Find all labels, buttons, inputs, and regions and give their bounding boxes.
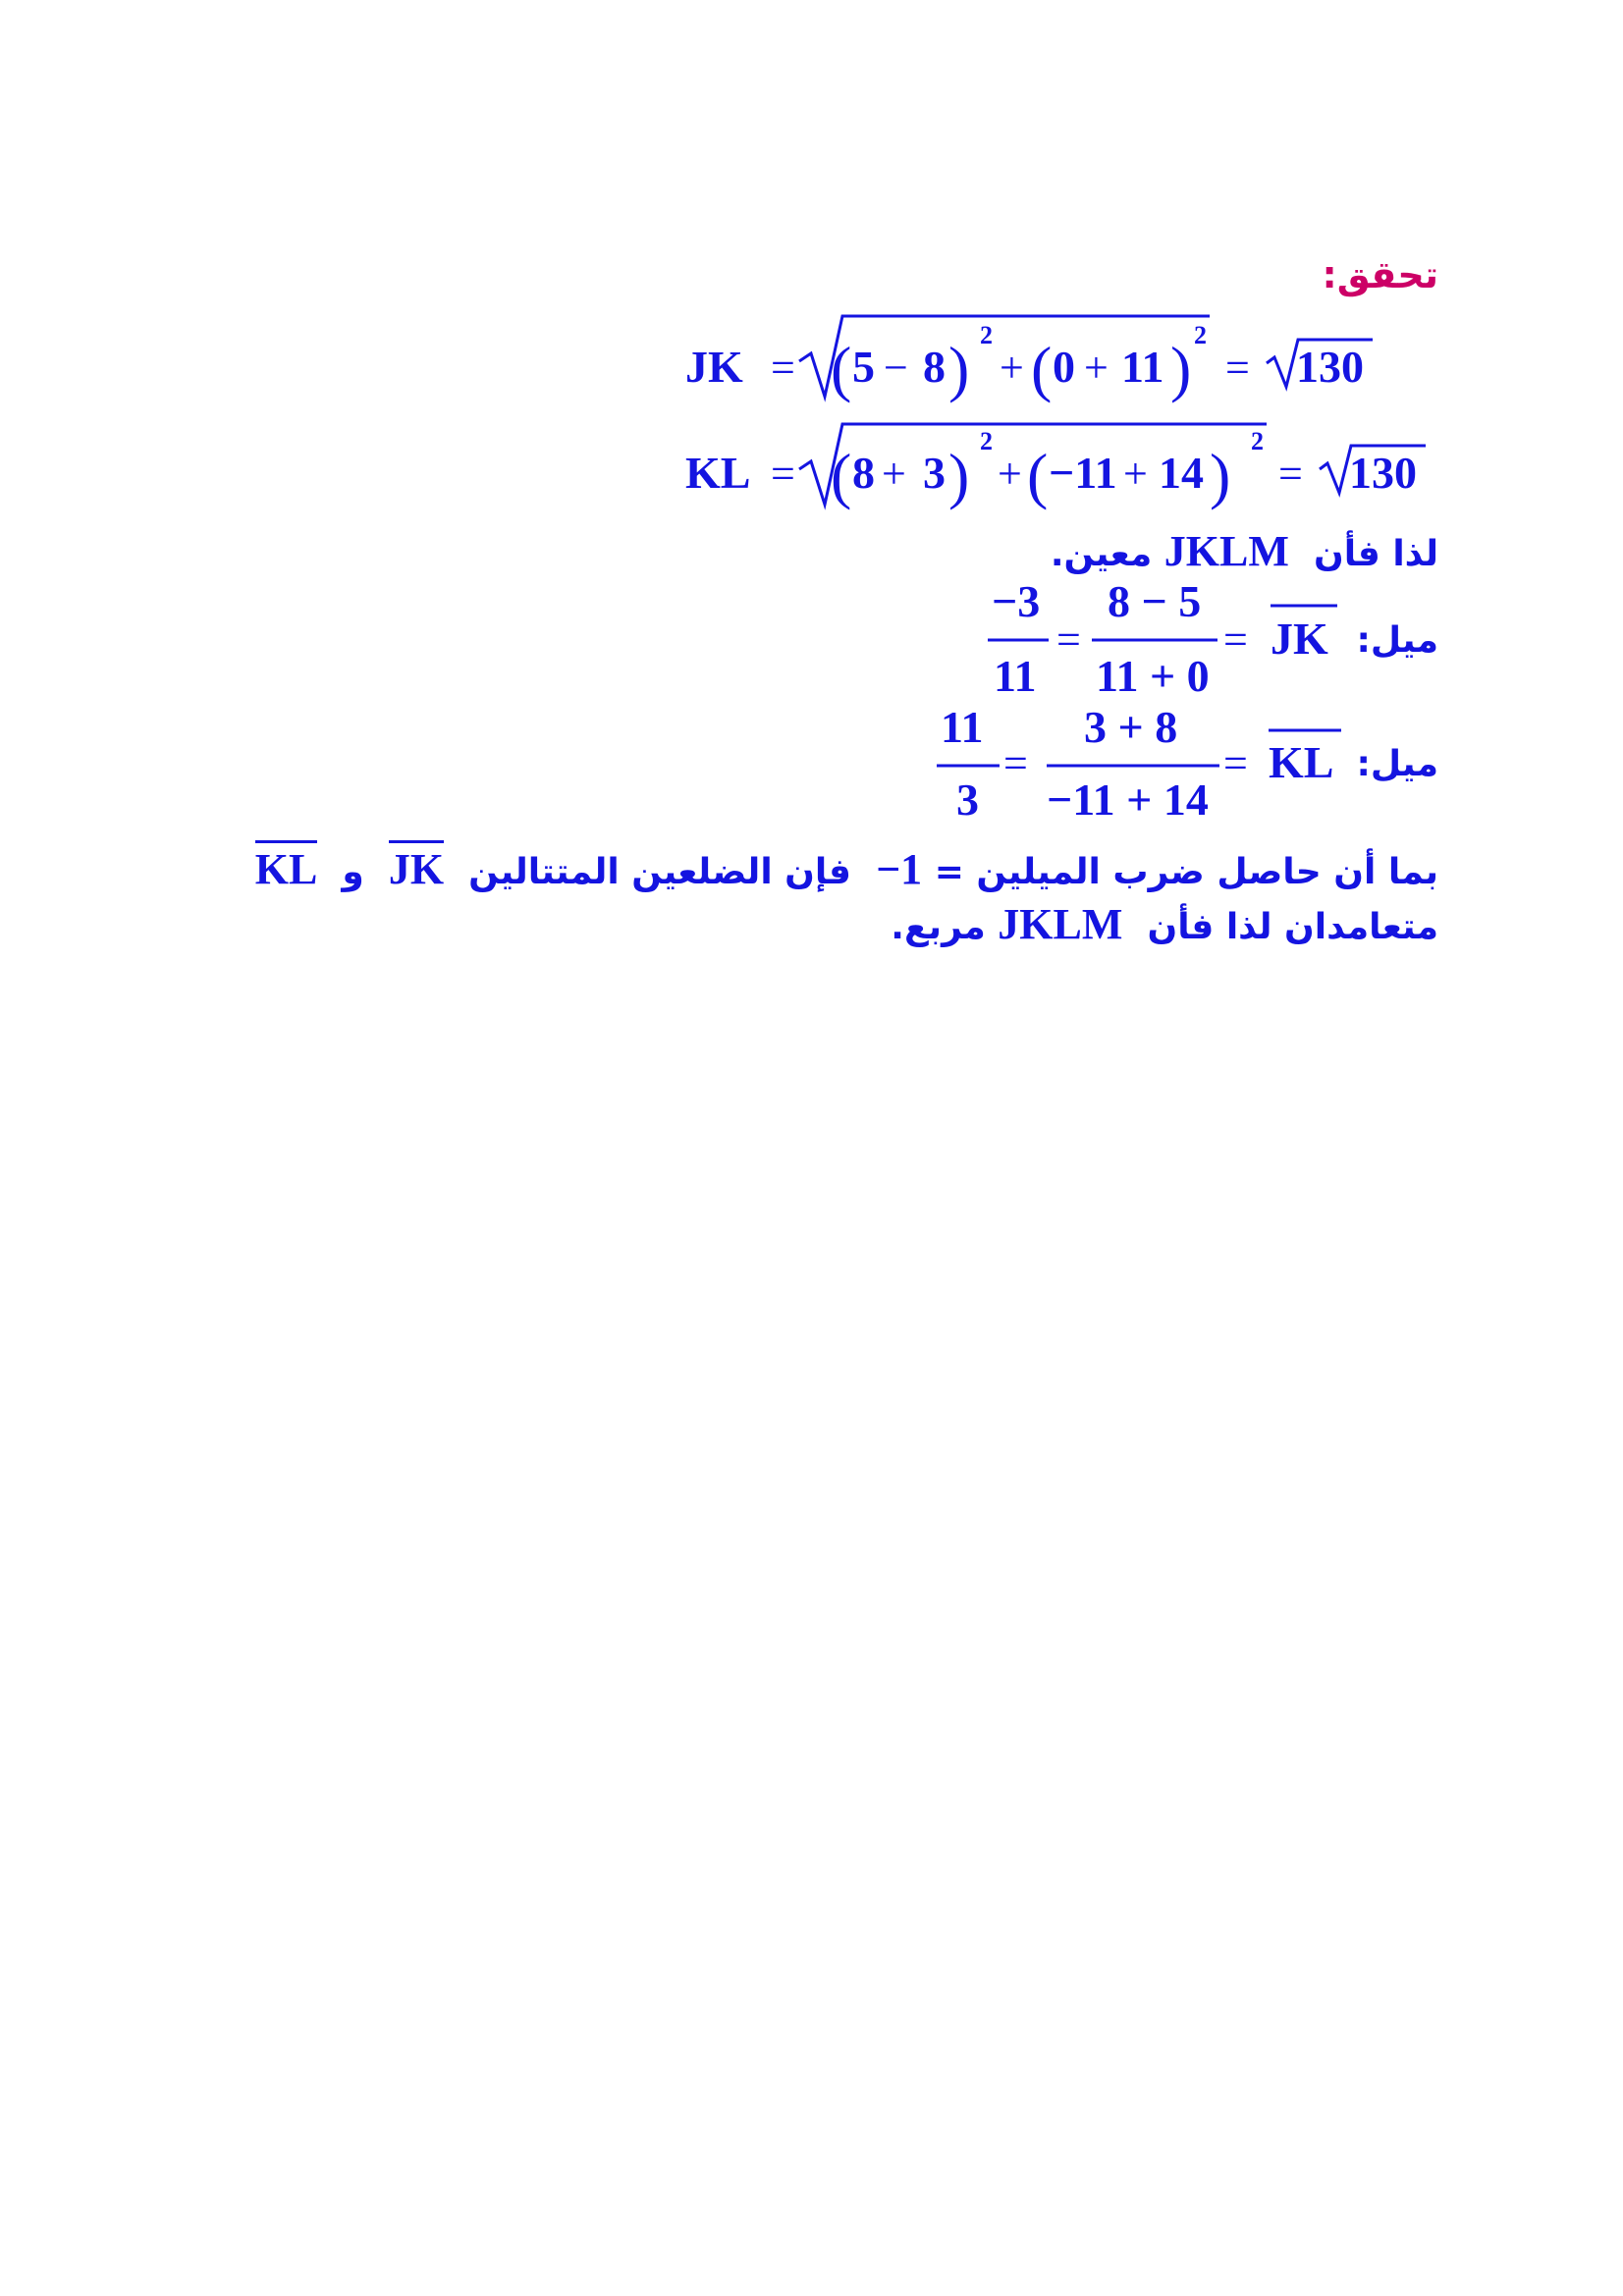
- conclusion-line2-prefix: متعامدان لذا فأن: [1147, 907, 1438, 947]
- eq-jk-equals-2: =: [1225, 344, 1250, 392]
- eq-jk-paren-close-2: ): [1170, 334, 1192, 403]
- conclusion-line2-suffix: مربع.: [891, 907, 986, 947]
- eq-jk-b1: 0: [1053, 342, 1075, 392]
- slope-kl-eq2: =: [1223, 739, 1248, 787]
- eq-kl-paren-open-2: (: [1027, 441, 1049, 510]
- heading: تحقق:: [1322, 253, 1438, 296]
- slope-kl-segment: KL: [1269, 737, 1334, 787]
- conclusion-seg1: JK: [389, 840, 444, 893]
- eq-kl-plus: +: [998, 450, 1022, 498]
- slope-kl-eq1: =: [1003, 739, 1028, 787]
- slope-jk-den2: 11: [994, 651, 1037, 701]
- conclusion-seg2: KL: [255, 840, 318, 893]
- eq-jk-label: JK: [685, 342, 743, 392]
- slope-jk-num1: 8 − 5: [1108, 576, 1202, 626]
- slope-jk-eq1: =: [1056, 615, 1081, 664]
- conclusion-part2: فإن الضلعين المتتالين: [468, 852, 852, 892]
- eq-kl-exp2: 2: [1251, 427, 1264, 455]
- eq-kl-label: KL: [685, 448, 751, 498]
- eq-jk-exp1: 2: [980, 321, 993, 349]
- eq-kl-a2: 3: [923, 448, 946, 498]
- eq-kl-a-op: +: [882, 450, 906, 498]
- slope-jk-num2: −3: [992, 576, 1041, 626]
- conclusion-shape: JKLM: [998, 900, 1123, 948]
- rhombus-prefix: لذا فأن: [1313, 534, 1438, 574]
- eq-kl-b2: 14: [1159, 448, 1204, 498]
- eq-kl-paren-close-2: ): [1210, 441, 1231, 510]
- eq-jk-a1: 5: [852, 342, 875, 392]
- eq-jk-equals: =: [771, 344, 795, 392]
- eq-jk-plus: +: [1000, 344, 1024, 392]
- slope-kl-den2: 3: [956, 774, 979, 825]
- slope-kl-num2: 11: [941, 702, 984, 752]
- eq-jk-b-op: +: [1084, 344, 1109, 392]
- slope-jk-den1: 11 + 0: [1096, 651, 1210, 701]
- slope-kl-den1: −11 + 14: [1047, 774, 1209, 825]
- eq-jk-a-op: −: [884, 344, 908, 392]
- eq-kl-b1: −11: [1049, 448, 1117, 498]
- eq-kl-paren-open-1: (: [831, 441, 852, 510]
- slope-jk-segment: JK: [1271, 614, 1328, 664]
- conclusion-part1: بما أن حاصل ضرب الميلين =: [934, 852, 1438, 892]
- slope-jk-eq2: =: [1223, 615, 1248, 664]
- conclusion-value: −1: [876, 845, 923, 893]
- eq-kl-equals-2: =: [1278, 450, 1303, 498]
- eq-jk-result: 130: [1296, 342, 1364, 392]
- eq-jk-paren-open-1: (: [831, 334, 852, 403]
- eq-jk-exp2: 2: [1194, 321, 1207, 349]
- eq-jk-paren-open-2: (: [1031, 334, 1053, 403]
- eq-kl-equals: =: [771, 450, 795, 498]
- conclusion-line-2: [891, 899, 1438, 949]
- conclusion-line-1: [255, 844, 1438, 894]
- eq-jk-paren-close-1: ): [948, 334, 970, 403]
- slope-kl-label: ميل:: [1356, 744, 1438, 784]
- eq-kl-exp1: 2: [980, 427, 993, 455]
- slope-jk-label: ميل:: [1356, 620, 1438, 661]
- rhombus-suffix: معين.: [1050, 534, 1153, 574]
- eq-kl-result: 130: [1349, 448, 1417, 498]
- rhombus-shape: JKLM: [1163, 527, 1289, 575]
- eq-kl-paren-close-1: ): [948, 441, 970, 510]
- eq-kl-b-op: +: [1123, 450, 1148, 498]
- eq-jk-a2: 8: [923, 342, 946, 392]
- conclusion-conj: و: [342, 852, 364, 892]
- eq-jk-b2: 11: [1121, 342, 1164, 392]
- eq-kl-a1: 8: [852, 448, 875, 498]
- slope-kl-num1: 3 + 8: [1084, 702, 1178, 752]
